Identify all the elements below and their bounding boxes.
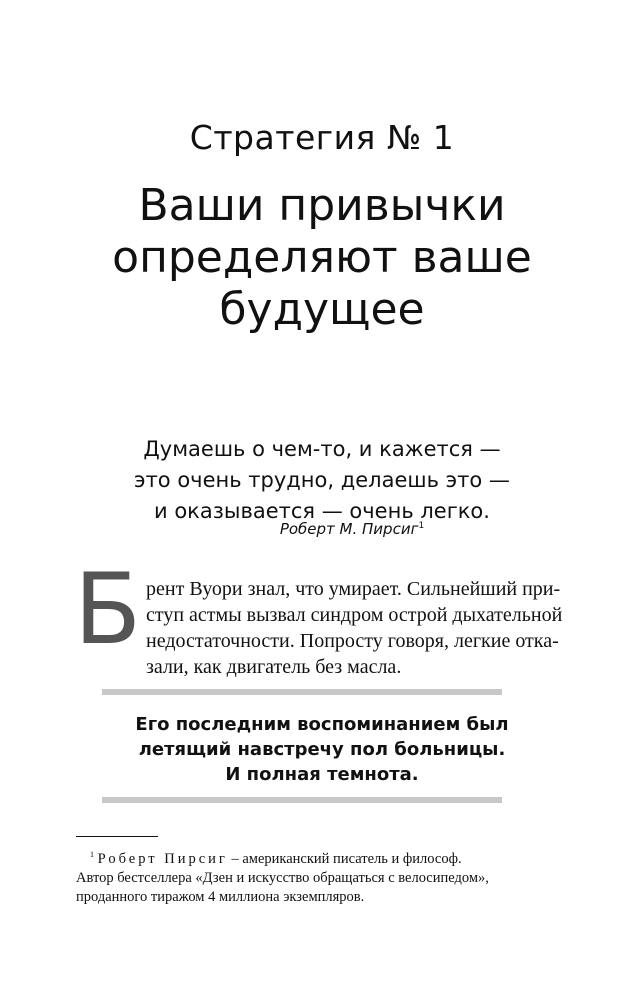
callout-line: летящий навстречу пол больницы. <box>138 739 506 760</box>
callout-text <box>0 712 644 787</box>
epigraph-line: и оказывается — очень легко. <box>154 499 490 523</box>
body-line: недостаточности. Попросту говоря, легкие отка- <box>146 630 559 652</box>
epigraph-author-name: Роберт М. Пирсиг <box>279 520 419 538</box>
callout-bottom-rule <box>102 797 502 803</box>
footnote-separator <box>76 836 158 837</box>
strategy-number: Стратегия № 1 <box>189 118 455 157</box>
chapter-title-line: Ваши привычки <box>138 180 506 231</box>
chapter-title-line: определяют ваше <box>112 232 532 283</box>
epigraph-line: это очень трудно, делаешь это — <box>134 468 510 492</box>
epigraph-author <box>0 520 644 538</box>
body-line: ступ астмы вызвал синдром острой дыхательной <box>146 604 563 626</box>
body-line: зали, как двигатель без масла. <box>146 656 402 678</box>
footnote-marker: 1 <box>90 850 94 859</box>
footnote-line <box>76 845 572 869</box>
epigraph-line: Думаешь о чем-то, и кажется — <box>143 437 501 461</box>
footnote-line: Автор бестселлера «Дзен и искусство обращаться с велосипедом», <box>76 869 489 886</box>
epigraph-quote <box>0 434 644 527</box>
chapter-title-line: будущее <box>219 284 425 335</box>
callout-line: И полная темнота. <box>225 764 419 785</box>
callout-top-rule <box>102 689 502 695</box>
body-line: рент Вуори знал, что умирает. Сильнейший при- <box>146 578 561 600</box>
footnote-text: – американский писатель и философ. <box>227 850 462 867</box>
chapter-title <box>0 180 644 336</box>
callout-line: Его последним воспоминанием был <box>135 714 509 735</box>
body-paragraph <box>146 576 568 680</box>
footnote-reference: 1 <box>418 521 425 531</box>
footnote-line: проданного тиражом 4 миллиона экземпляров. <box>76 888 365 905</box>
footnote <box>76 845 572 907</box>
footnote-name: Роберт Пирсиг <box>97 850 228 867</box>
drop-cap: Б <box>74 553 142 667</box>
